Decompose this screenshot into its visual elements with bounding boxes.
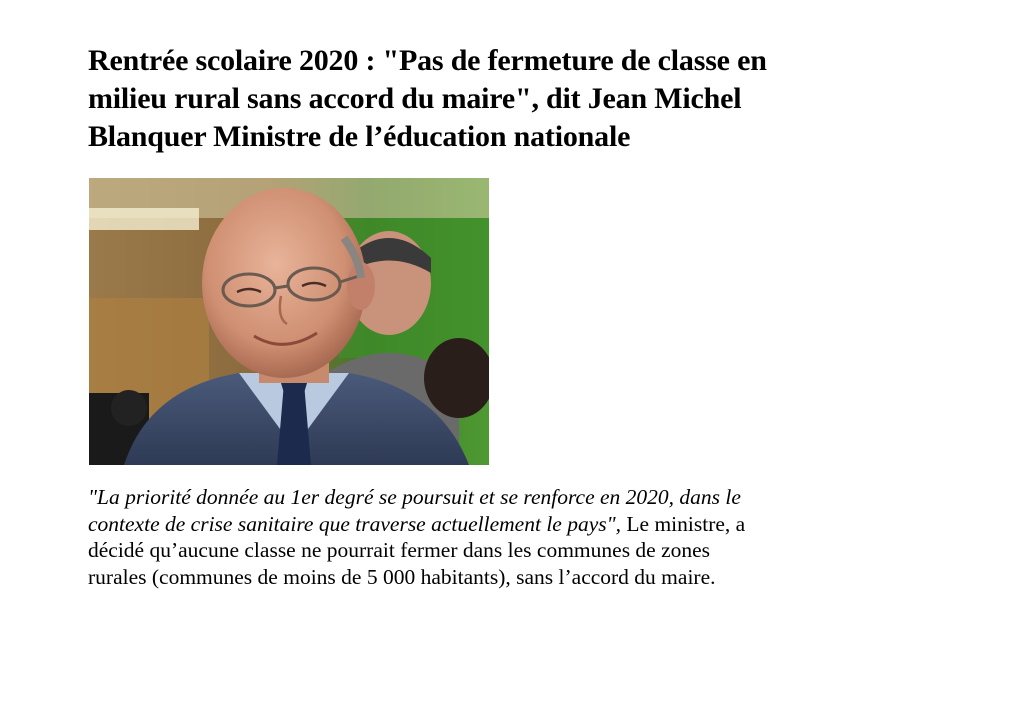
body-line: Le ministre, a	[626, 511, 746, 536]
quote-line: contexte de crise sanitaire que traverse actuellement le pays",	[88, 511, 622, 536]
article-body	[88, 484, 948, 590]
body-line: rurales (communes de moins de 5 000 habitants), sans l’accord du maire.	[88, 564, 716, 589]
quote-line: "La priorité donnée au 1er degré se poursuit et se renforce en 2020, dans le	[88, 485, 741, 509]
article-headline	[88, 42, 948, 156]
body-line: décidé qu’aucune classe ne pourrait fermer dans les communes de zones	[88, 538, 711, 562]
headline-line: Rentrée scolaire 2020 : "Pas de fermeture de classe en	[88, 44, 767, 77]
headline-line: milieu rural sans accord du maire", dit Jean Michel	[88, 82, 742, 115]
article-photo	[89, 178, 489, 465]
headline-line: Blanquer Ministre de l’éducation nationale	[88, 120, 631, 153]
body-line-mixed	[88, 511, 948, 538]
